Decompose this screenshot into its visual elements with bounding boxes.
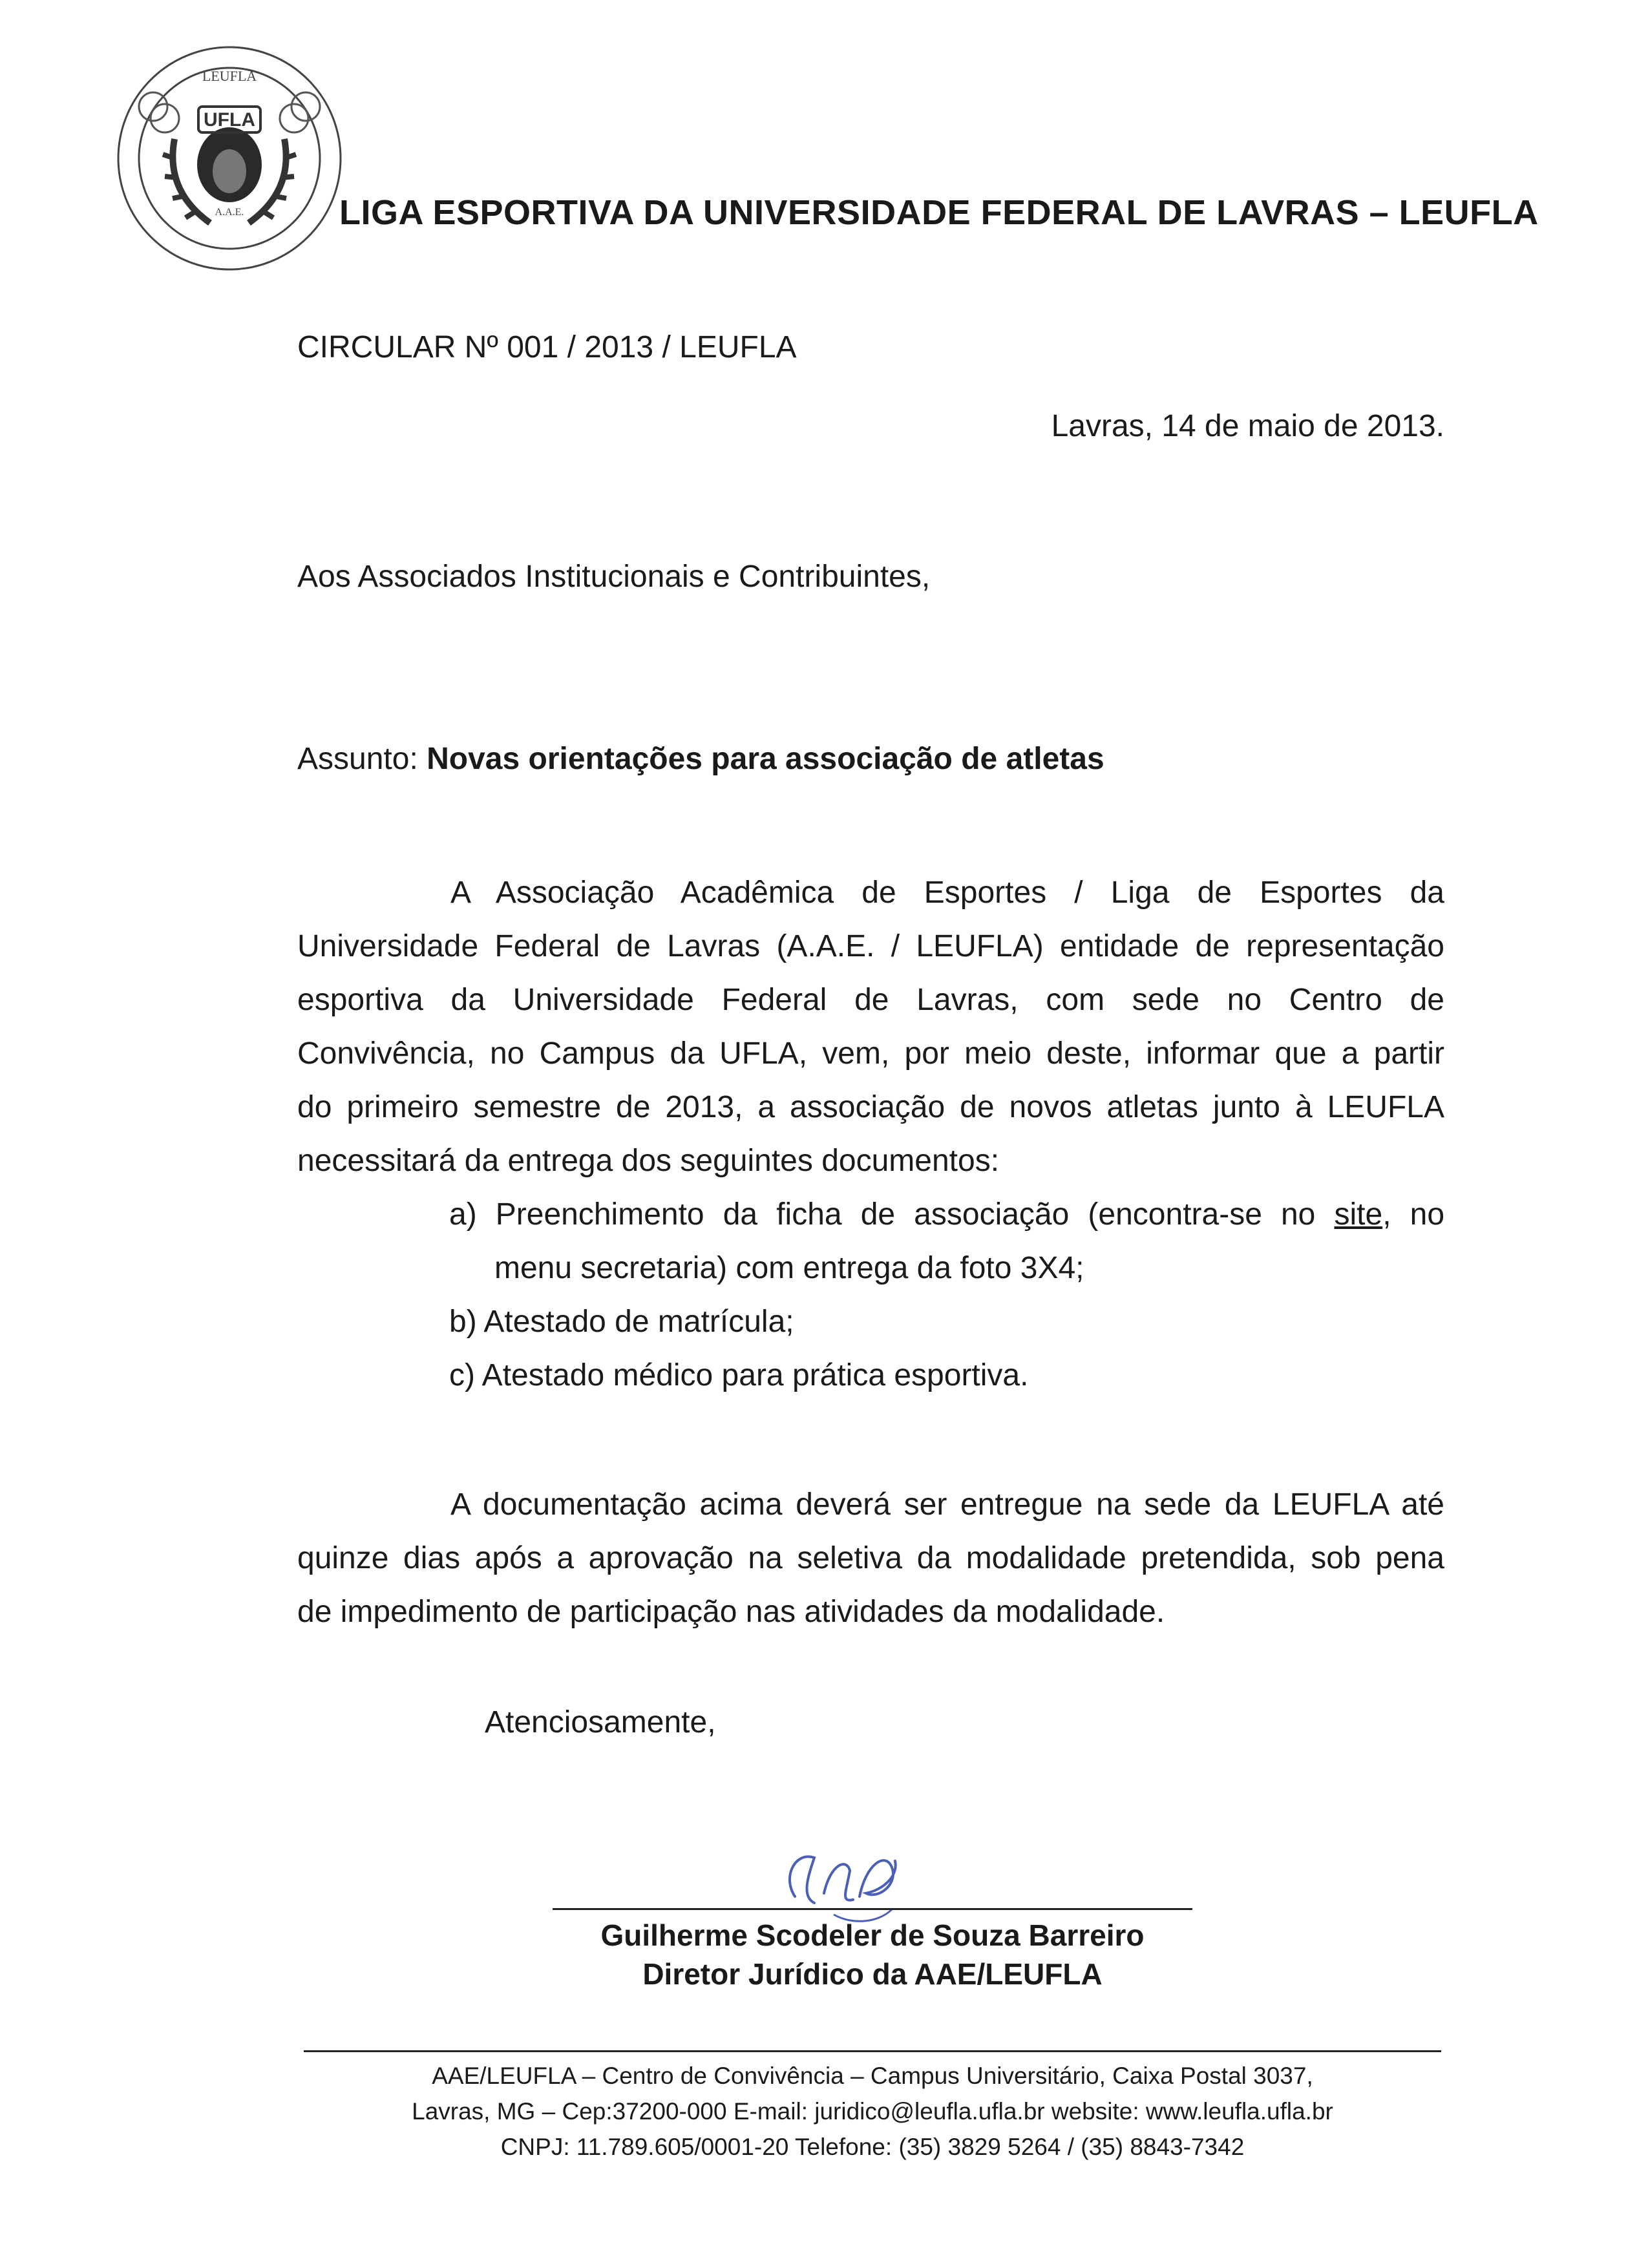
signatory-role: Diretor Jurídico da AAE/LEUFLA — [642, 1957, 1103, 1991]
footer-divider — [304, 2050, 1441, 2052]
p1-line-3: esportiva da Universidade Federal de Lavras, com sede no Centro de — [297, 983, 1444, 1017]
subject-text: Novas orientações para associação de atletas — [427, 742, 1104, 776]
footer-cnpj-phone: CNPJ: 11.789.605/0001-20 Telefone: (35) 3829 5264 / (35) 8843-7342 — [500, 2134, 1245, 2160]
subject-label: Assunto: — [297, 742, 418, 776]
signature-line — [553, 1908, 1192, 1910]
site-link[interactable]: site — [1334, 1197, 1383, 1232]
subject-line — [297, 741, 1104, 777]
p2-line-3: de impedimento de participação nas atividades da modalidade. — [297, 1595, 1165, 1629]
leufla-seal-logo — [113, 42, 346, 275]
p2-line-2: quinze dias após a aprovação na seletiva da modalidade pretendida, sob pena — [297, 1541, 1444, 1575]
seal-monogram: UFLA — [204, 109, 255, 131]
p1-line-2: Universidade Federal de Lavras (A.A.E. / LEUFLA) entidade de representação — [297, 929, 1444, 963]
list-item-b: b) Atestado de matrícula; — [449, 1305, 794, 1339]
seal-initials: A.A.E. — [215, 207, 244, 218]
letter-date: Lavras, 14 de maio de 2013. — [1051, 409, 1444, 443]
footer-address: AAE/LEUFLA – Centro de Convivência – Campus Universitário, Caixa Postal 3037, — [432, 2063, 1313, 2089]
p1-line-6: necessitará da entrega dos seguintes documentos: — [297, 1144, 1000, 1178]
list-item-a: a) Preenchimento da ficha de associação (encontra-se no site, no — [449, 1197, 1445, 1232]
p1-line-1: A Associação Acadêmica de Esportes / Liga de Esportes da — [450, 876, 1444, 910]
p2-line-1: A documentação acima deverá ser entregue na sede da LEUFLA até — [450, 1487, 1444, 1522]
footer-contact: Lavras, MG – Cep:37200-000 E-mail: juridico@leufla.ufla.br website: www.leufla.ufla.br — [412, 2098, 1333, 2125]
seal-ring-text: LEUFLA — [202, 68, 257, 84]
circular-number: CIRCULAR Nº 001 / 2013 / LEUFLA — [297, 330, 797, 364]
handwritten-signature — [769, 1838, 918, 1929]
document-list — [449, 1188, 1444, 1402]
closing: Atenciosamente, — [485, 1705, 716, 1739]
list-item-c: c) Atestado médico para prática esportiva. — [449, 1358, 1029, 1392]
body-paragraph-2 — [297, 1478, 1444, 1639]
p1-line-4: Convivência, no Campus da UFLA, vem, por meio deste, informar que a partir — [297, 1036, 1444, 1071]
body-paragraph-1 — [297, 866, 1444, 1188]
salutation: Aos Associados Institucionais e Contribuintes, — [297, 560, 931, 594]
signatory-name: Guilherme Scodeler de Souza Barreiro — [600, 1918, 1145, 1952]
list-item-a-continued: menu secretaria) com entrega da foto 3X4; — [494, 1251, 1084, 1285]
organization-title: LIGA ESPORTIVA DA UNIVERSIDADE FEDERAL DE LAVRAS – LEUFLA — [339, 193, 1539, 232]
p1-line-5: do primeiro semestre de 2013, a associação de novos atletas junto à LEUFLA — [297, 1090, 1444, 1124]
